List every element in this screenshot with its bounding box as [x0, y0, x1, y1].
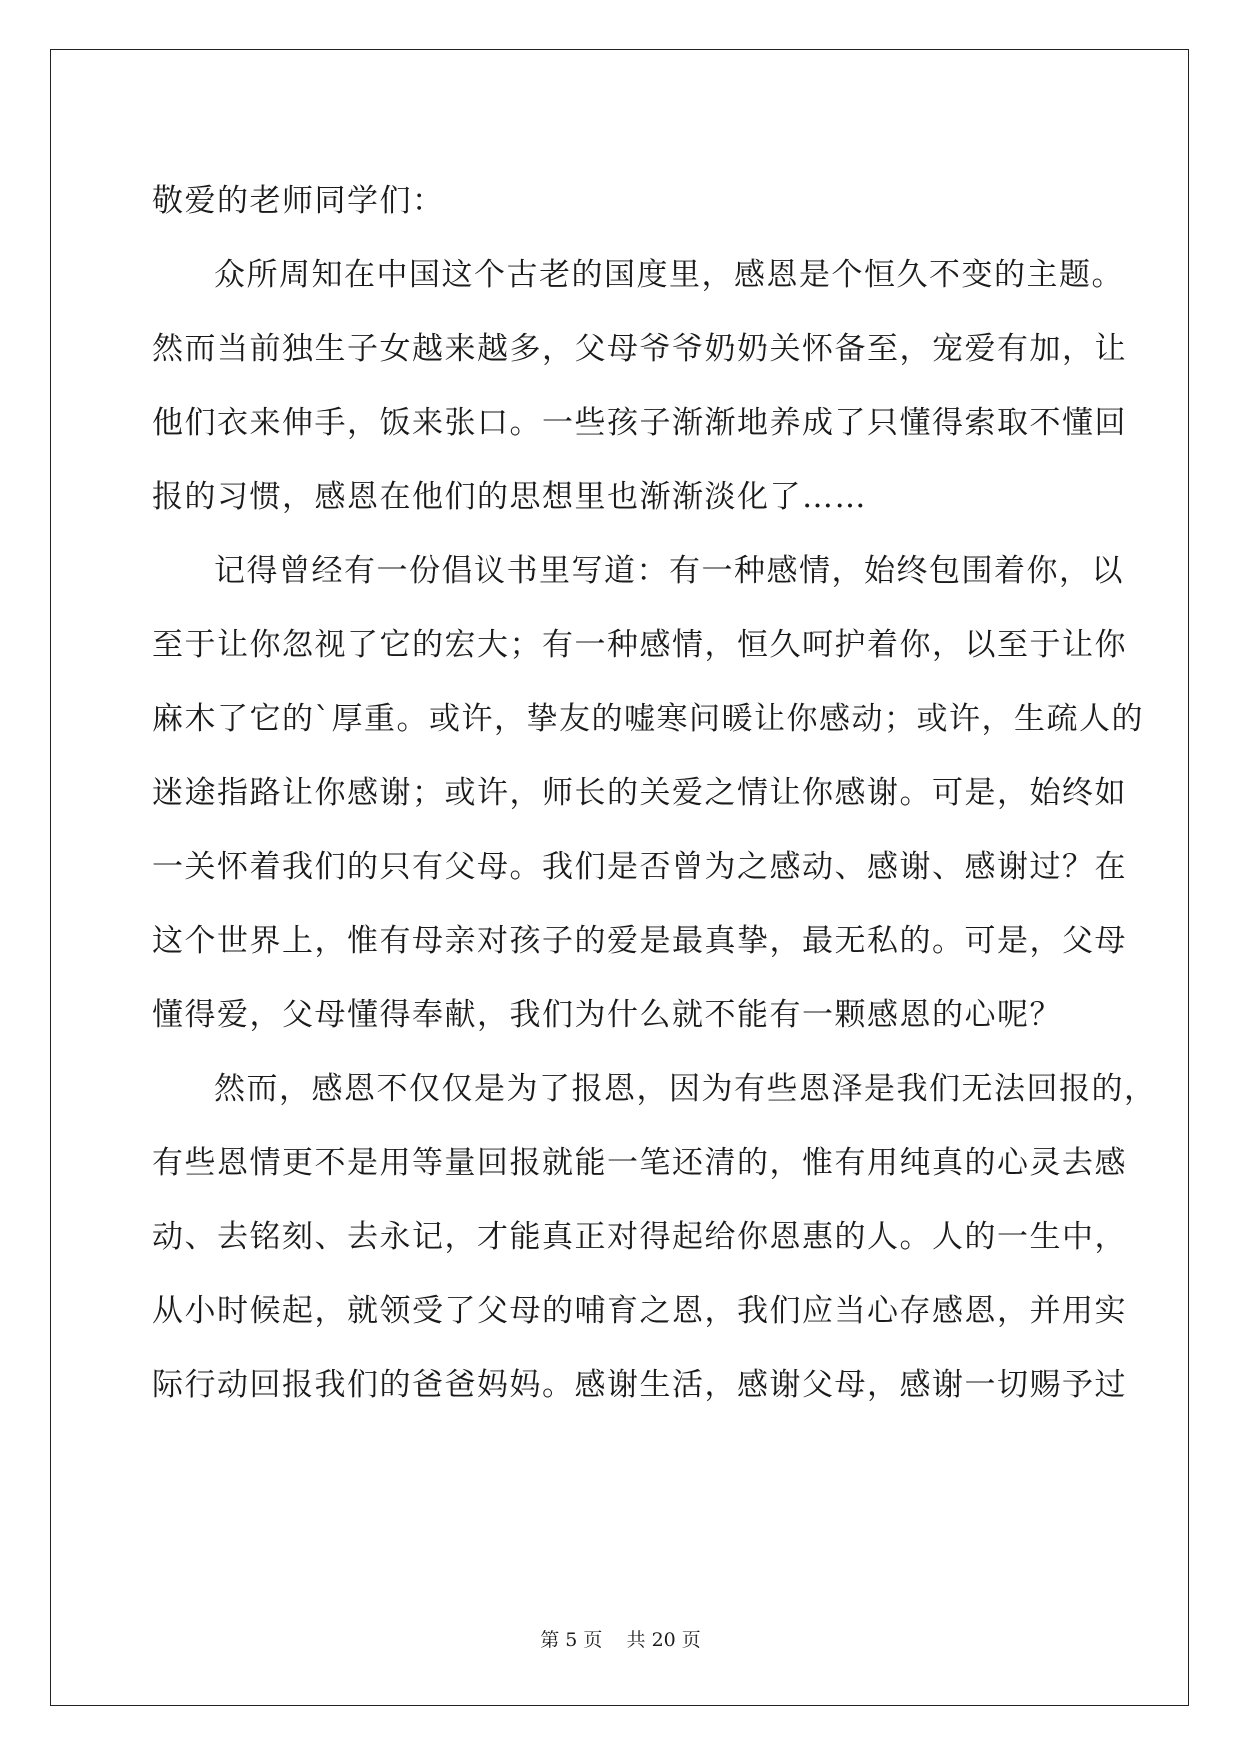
- text-line: 际行动回报我们的爸爸妈妈。感谢生活，感谢父母，感谢一切赐予过: [152, 1367, 1127, 1403]
- text-line: 麻木了它的`厚重。或许，挚友的嘘寒问暖让你感动；或许，生疏人的: [152, 701, 1144, 737]
- text-line: 然而，感恩不仅仅是为了报恩，因为有些恩泽是我们无法回报的，: [214, 1071, 1157, 1107]
- text-line: 懂得爱，父母懂得奉献，我们为什么就不能有一颗感恩的心呢？: [152, 997, 1062, 1033]
- text-line: 这个世界上，惟有母亲对孩子的爱是最真挚，最无私的。可是，父母: [152, 923, 1127, 959]
- text-line: 记得曾经有一份倡议书里写道：有一种感情，始终包围着你，以: [214, 553, 1124, 589]
- text-line: 至于让你忽视了它的宏大；有一种感情，恒久呵护着你，以至于让你: [152, 627, 1127, 663]
- text-line: 然而当前独生子女越来越多，父母爷爷奶奶关怀备至，宠爱有加，让: [152, 331, 1127, 367]
- page-footer: [0, 1625, 1241, 1652]
- page-number: 第 5 页 共 20 页: [540, 1629, 701, 1651]
- text-line: 报的习惯，感恩在他们的思想里也渐渐淡化了……: [152, 479, 867, 515]
- text-line: 迷途指路让你感谢；或许，师长的关爱之情让你感谢。可是，始终如: [152, 775, 1127, 811]
- text-line: 众所周知在中国这个古老的国度里，感恩是个恒久不变的主题。: [214, 257, 1124, 293]
- text-line: 敬爱的老师同学们：: [152, 183, 445, 219]
- document-body: [152, 164, 1157, 1422]
- text-line: 有些恩情更不是用等量回报就能一笔还清的，惟有用纯真的心灵去感: [152, 1145, 1127, 1181]
- text-line: 他们衣来伸手，饭来张口。一些孩子渐渐地养成了只懂得索取不懂回: [152, 405, 1127, 441]
- text-line: 从小时候起，就领受了父母的哺育之恩，我们应当心存感恩，并用实: [152, 1293, 1127, 1329]
- text-line: 一关怀着我们的只有父母。我们是否曾为之感动、感谢、感谢过？在: [152, 849, 1127, 885]
- text-line: 动、去铭刻、去永记，才能真正对得起给你恩惠的人。人的一生中，: [152, 1219, 1127, 1255]
